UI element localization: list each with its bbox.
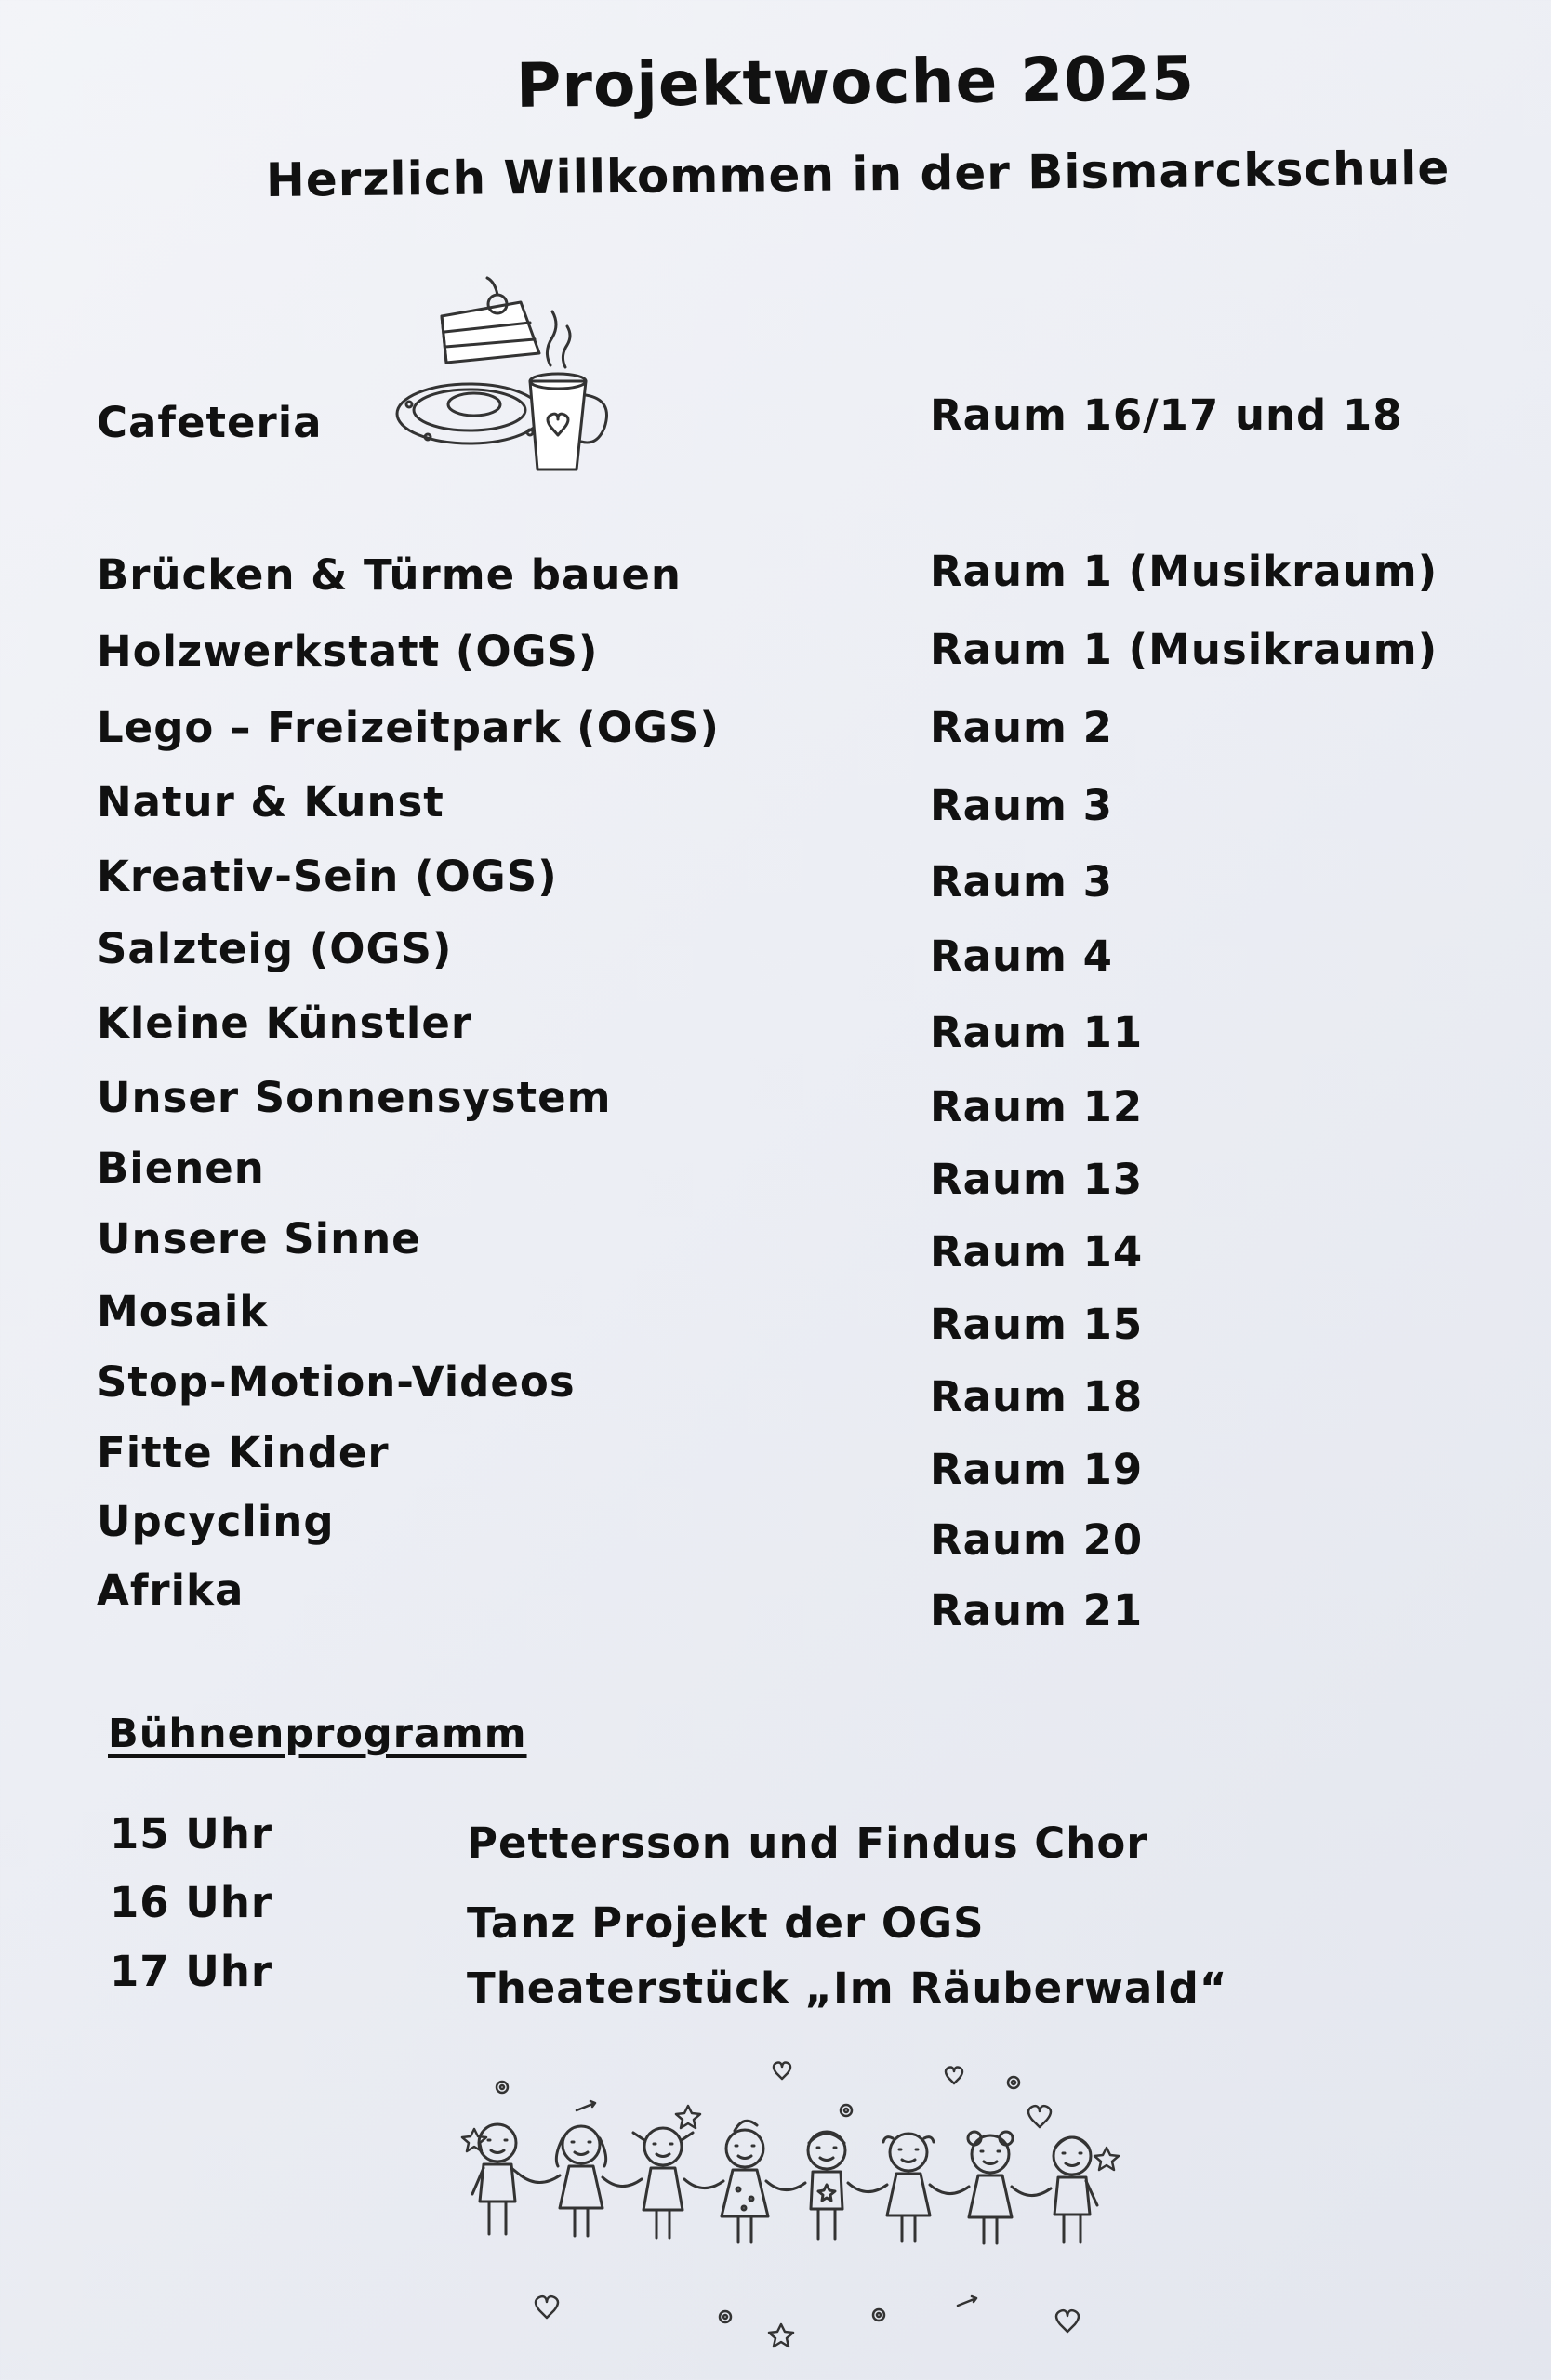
- project-name: Holzwerkstatt (OGS): [97, 627, 599, 676]
- page-subtitle: Herzlich Willkommen in der Bismarckschule: [265, 140, 1451, 207]
- project-room: Raum 4: [930, 932, 1113, 981]
- project-name: Upcycling: [97, 1497, 335, 1546]
- project-name: Lego – Freizeitpark (OGS): [97, 703, 720, 752]
- stage-programme-heading: Bühnenprogramm: [108, 1711, 527, 1757]
- stage-event: Tanz Projekt der OGS: [467, 1898, 985, 1948]
- stage-event: Pettersson und Findus Chor: [467, 1818, 1148, 1868]
- project-name: Fitte Kinder: [97, 1428, 390, 1477]
- children-holding-hands-icon: [456, 2055, 1162, 2361]
- project-room: Raum 18: [930, 1372, 1144, 1421]
- project-room: Raum 3: [930, 781, 1113, 830]
- project-room: Raum 11: [930, 1008, 1144, 1057]
- project-room: Raum 13: [930, 1155, 1144, 1204]
- page-title: Projektwoche 2025: [515, 43, 1196, 122]
- stage-time: 16 Uhr: [110, 1878, 273, 1927]
- project-room: Raum 19: [930, 1445, 1144, 1494]
- cafeteria-room: Raum 16/17 und 18: [930, 390, 1403, 440]
- stage-time: 15 Uhr: [110, 1809, 273, 1858]
- project-room: Raum 1 (Musikraum): [930, 625, 1438, 674]
- project-name: Salzteig (OGS): [97, 924, 453, 973]
- project-room: Raum 14: [930, 1227, 1144, 1276]
- project-name: Bienen: [97, 1144, 265, 1193]
- project-name: Brücken & Türme bauen: [97, 550, 682, 600]
- project-name: Unser Sonnensystem: [97, 1073, 612, 1122]
- project-name: Stop-Motion-Videos: [97, 1357, 576, 1407]
- project-name: Afrika: [97, 1566, 245, 1615]
- project-room: Raum 15: [930, 1300, 1144, 1349]
- project-name: Kleine Künstler: [97, 998, 473, 1048]
- project-name: Unsere Sinne: [97, 1214, 421, 1263]
- stage-event: Theaterstück „Im Räuberwald“: [467, 1964, 1228, 2013]
- stage-time: 17 Uhr: [110, 1947, 273, 1996]
- project-room: Raum 3: [930, 857, 1113, 906]
- cake-and-coffee-icon: [391, 274, 623, 474]
- project-name: Kreativ-Sein (OGS): [97, 852, 558, 901]
- cafeteria-label: Cafeteria: [97, 398, 323, 447]
- project-room: Raum 21: [930, 1586, 1144, 1635]
- project-room: Raum 20: [930, 1515, 1144, 1565]
- project-name: Mosaik: [97, 1287, 269, 1336]
- project-room: Raum 2: [930, 703, 1113, 752]
- project-room: Raum 1 (Musikraum): [930, 547, 1438, 596]
- project-name: Natur & Kunst: [97, 777, 444, 826]
- project-room: Raum 12: [930, 1082, 1144, 1131]
